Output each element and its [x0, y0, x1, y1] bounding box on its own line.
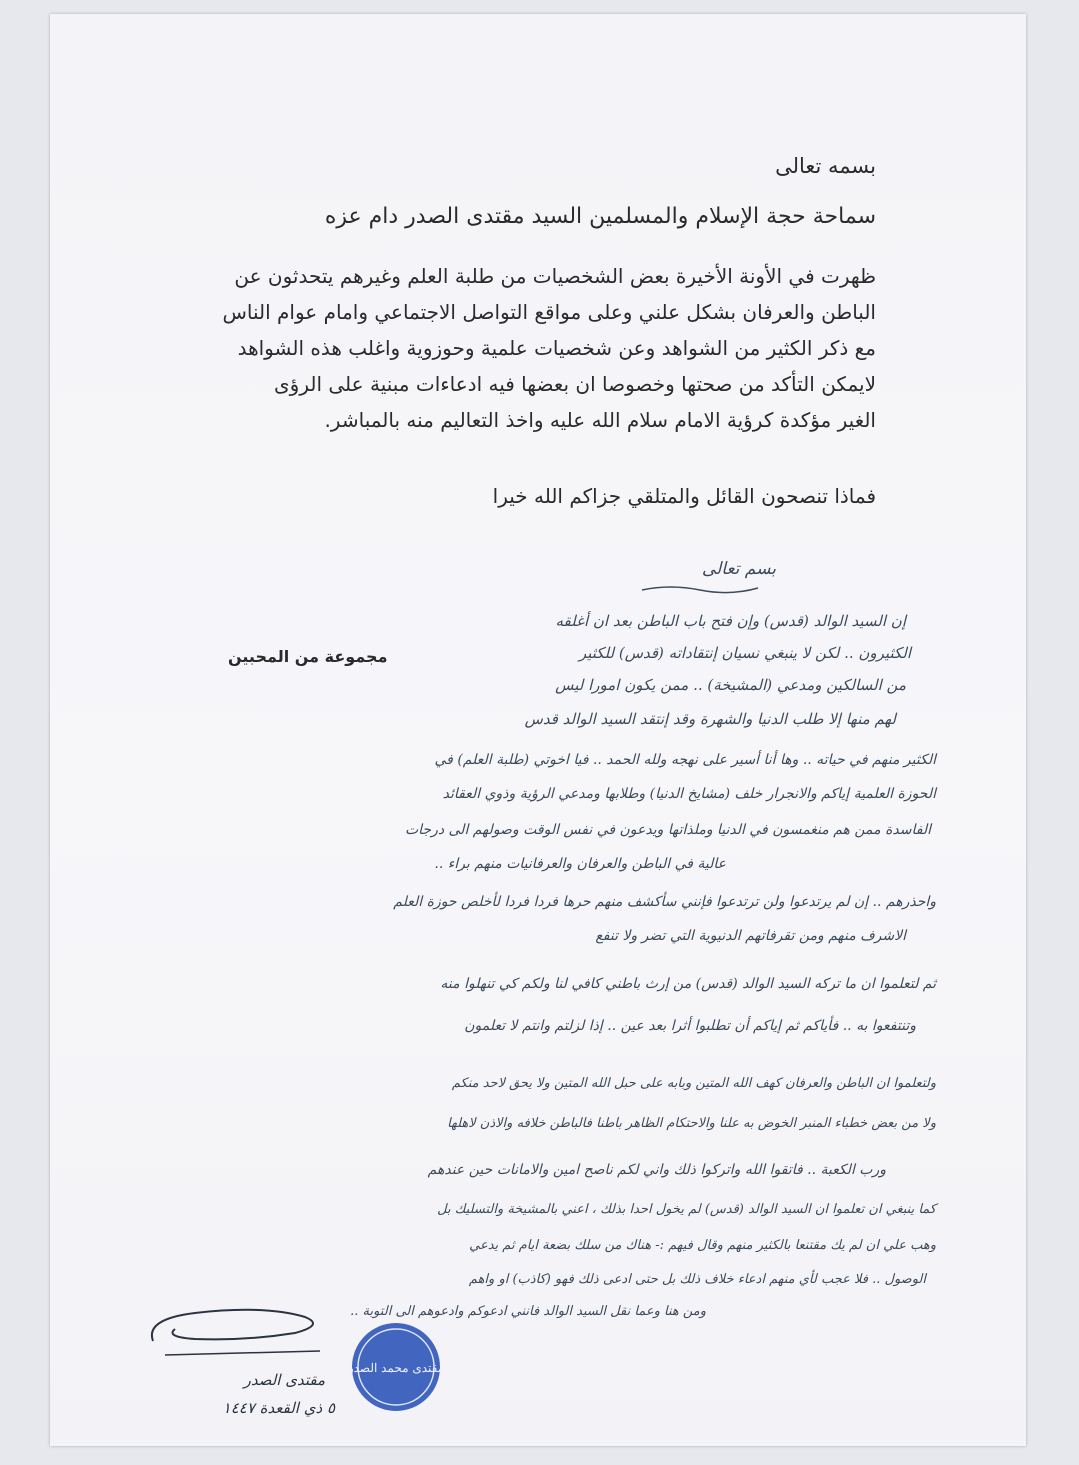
signature-name: مقتدى الصدر — [243, 1371, 325, 1389]
reply-line: واحذرهم .. إن لم يرتدعوا ولن ترتدعوا فإنني سأكشف منهم حرها فردا فردا لأخلص حوزة العلم — [393, 894, 936, 910]
reply-opening-underline — [640, 582, 760, 596]
reply-line: الحوزة العلمية إياكم والانجرار خلف (مشايخ الدنيا) وطلابها ومدعي الرؤية وذوي العقائد — [442, 786, 936, 802]
reply-line: الكثيرون .. لكن لا ينبغي نسيان إنتقاداته (قدس) للكثير — [578, 644, 911, 662]
sender-label: مجموعة من المحبين — [228, 647, 388, 666]
reply-line: ولا من بعض خطباء المنبر الخوض به علنا والاحتكام الظاهر باطنا فالباطن خلافه والاذن لاهلها — [447, 1116, 936, 1131]
reply-line: كما ينبغي ان تعلموا ان السيد الوالد (قدس) لم يخول احدا بذلك ، اعني بالمشيخة والتسليك بل — [437, 1202, 936, 1217]
reply-line: الاشرف منهم ومن تقرفاتهم الدنيوية التي تضر ولا تنفع — [595, 928, 906, 944]
reply-line: عالية في الباطن والعرفان والعرفانيات منهم براء .. — [434, 856, 726, 872]
official-seal-icon — [348, 1319, 444, 1415]
letter-body-line: لايمكن التأكد من صحتها وخصوصا ان بعضها فيه ادعاءات مبنية على الرؤى — [274, 372, 876, 396]
reply-line: ومن هنا وعما نقل السيد الوالد فانني ادعوكم وادعوهم الى التوبة .. — [350, 1304, 706, 1319]
reply-line: ورب الكعبة .. فاتقوا الله واتركوا ذلك واني لكم ناصح امين والامانات حين عندهم — [427, 1162, 886, 1178]
letter-body-line: الباطن والعرفان بشكل علني وعلى مواقع التواصل الاجتماعي وامام عوام الناس — [222, 300, 876, 324]
reply-line: الكثير منهم في حياته .. وها أنا أسير على نهجه ولله الحمد .. فيا اخوتي (طلبة العلم) في — [434, 752, 936, 768]
letter-page — [50, 14, 1026, 1446]
letter-body-line: ظهرت في الأونة الأخيرة بعض الشخصيات من طلبة العلم وغيرهم يتحدثون عن — [234, 264, 876, 288]
letter-question: فماذا تنصحون القائل والمتلقي جزاكم الله خيرا — [492, 484, 876, 508]
signature-date: ٥ ذي القعدة ١٤٤٧ — [222, 1399, 335, 1417]
reply-line: ثم لتعلموا ان ما تركه السيد الوالد (قدس) من إرث باطني كافي لنا ولكم كي تنهلوا منه — [440, 976, 936, 992]
letter-body-line: مع ذكر الكثير من الشواهد وعن شخصيات علمية وحوزوية واغلب هذه الشواهد — [237, 336, 876, 360]
reply-line: لهم منها إلا طلب الدنيا والشهرة وقد إنتقد السيد الوالد قدس — [524, 710, 896, 728]
signature-scribble-icon — [135, 1299, 335, 1369]
signature — [135, 1299, 335, 1439]
reply-line: وهب علي ان لم يك مقتنعا بالكثير منهم وقال فيهم :- هناك من سلك بضعة ايام ثم يدعي — [469, 1238, 936, 1253]
reply-opening: بسم تعالى — [701, 559, 776, 579]
letter-body-line: الغير مؤكدة كرؤية الامام سلام الله عليه واخذ التعاليم منه بالمباشر. — [324, 408, 876, 432]
reply-line: الفاسدة ممن هم منغمسون في الدنيا وملذاتها ويدعون في نفس الوقت وصولهم الى درجات — [404, 822, 931, 838]
reply-line: وتنتفعوا به .. فأياكم ثم إياكم أن تطلبوا أثرا بعد عين .. إذا لزلتم وانتم لا تعلمون — [464, 1018, 916, 1034]
reply-line: إن السيد الوالد (قدس) وإن فتح باب الباطن بعد ان أغلقه — [555, 612, 906, 630]
reply-line: الوصول .. فلا عجب لأي منهم ادعاء خلاف ذلك بل حتى ادعى ذلك فهو (كاذب) او واهم — [468, 1272, 926, 1287]
seal-text: مقتدى محمد الصدر — [348, 1361, 444, 1375]
reply-line: ولتعلموا ان الباطن والعرفان كهف الله المتين وبابه على حبل الله المتين ولا يحق لاحد منكم — [451, 1076, 936, 1091]
reply-line: من السالكين ومدعي (المشيخة) .. ممن يكون امورا ليس — [555, 676, 906, 694]
letter-addressee: سماحة حجة الإسلام والمسلمين السيد مقتدى الصدر دام عزه — [324, 204, 876, 229]
letter-opening: بسمه تعالى — [775, 154, 876, 178]
